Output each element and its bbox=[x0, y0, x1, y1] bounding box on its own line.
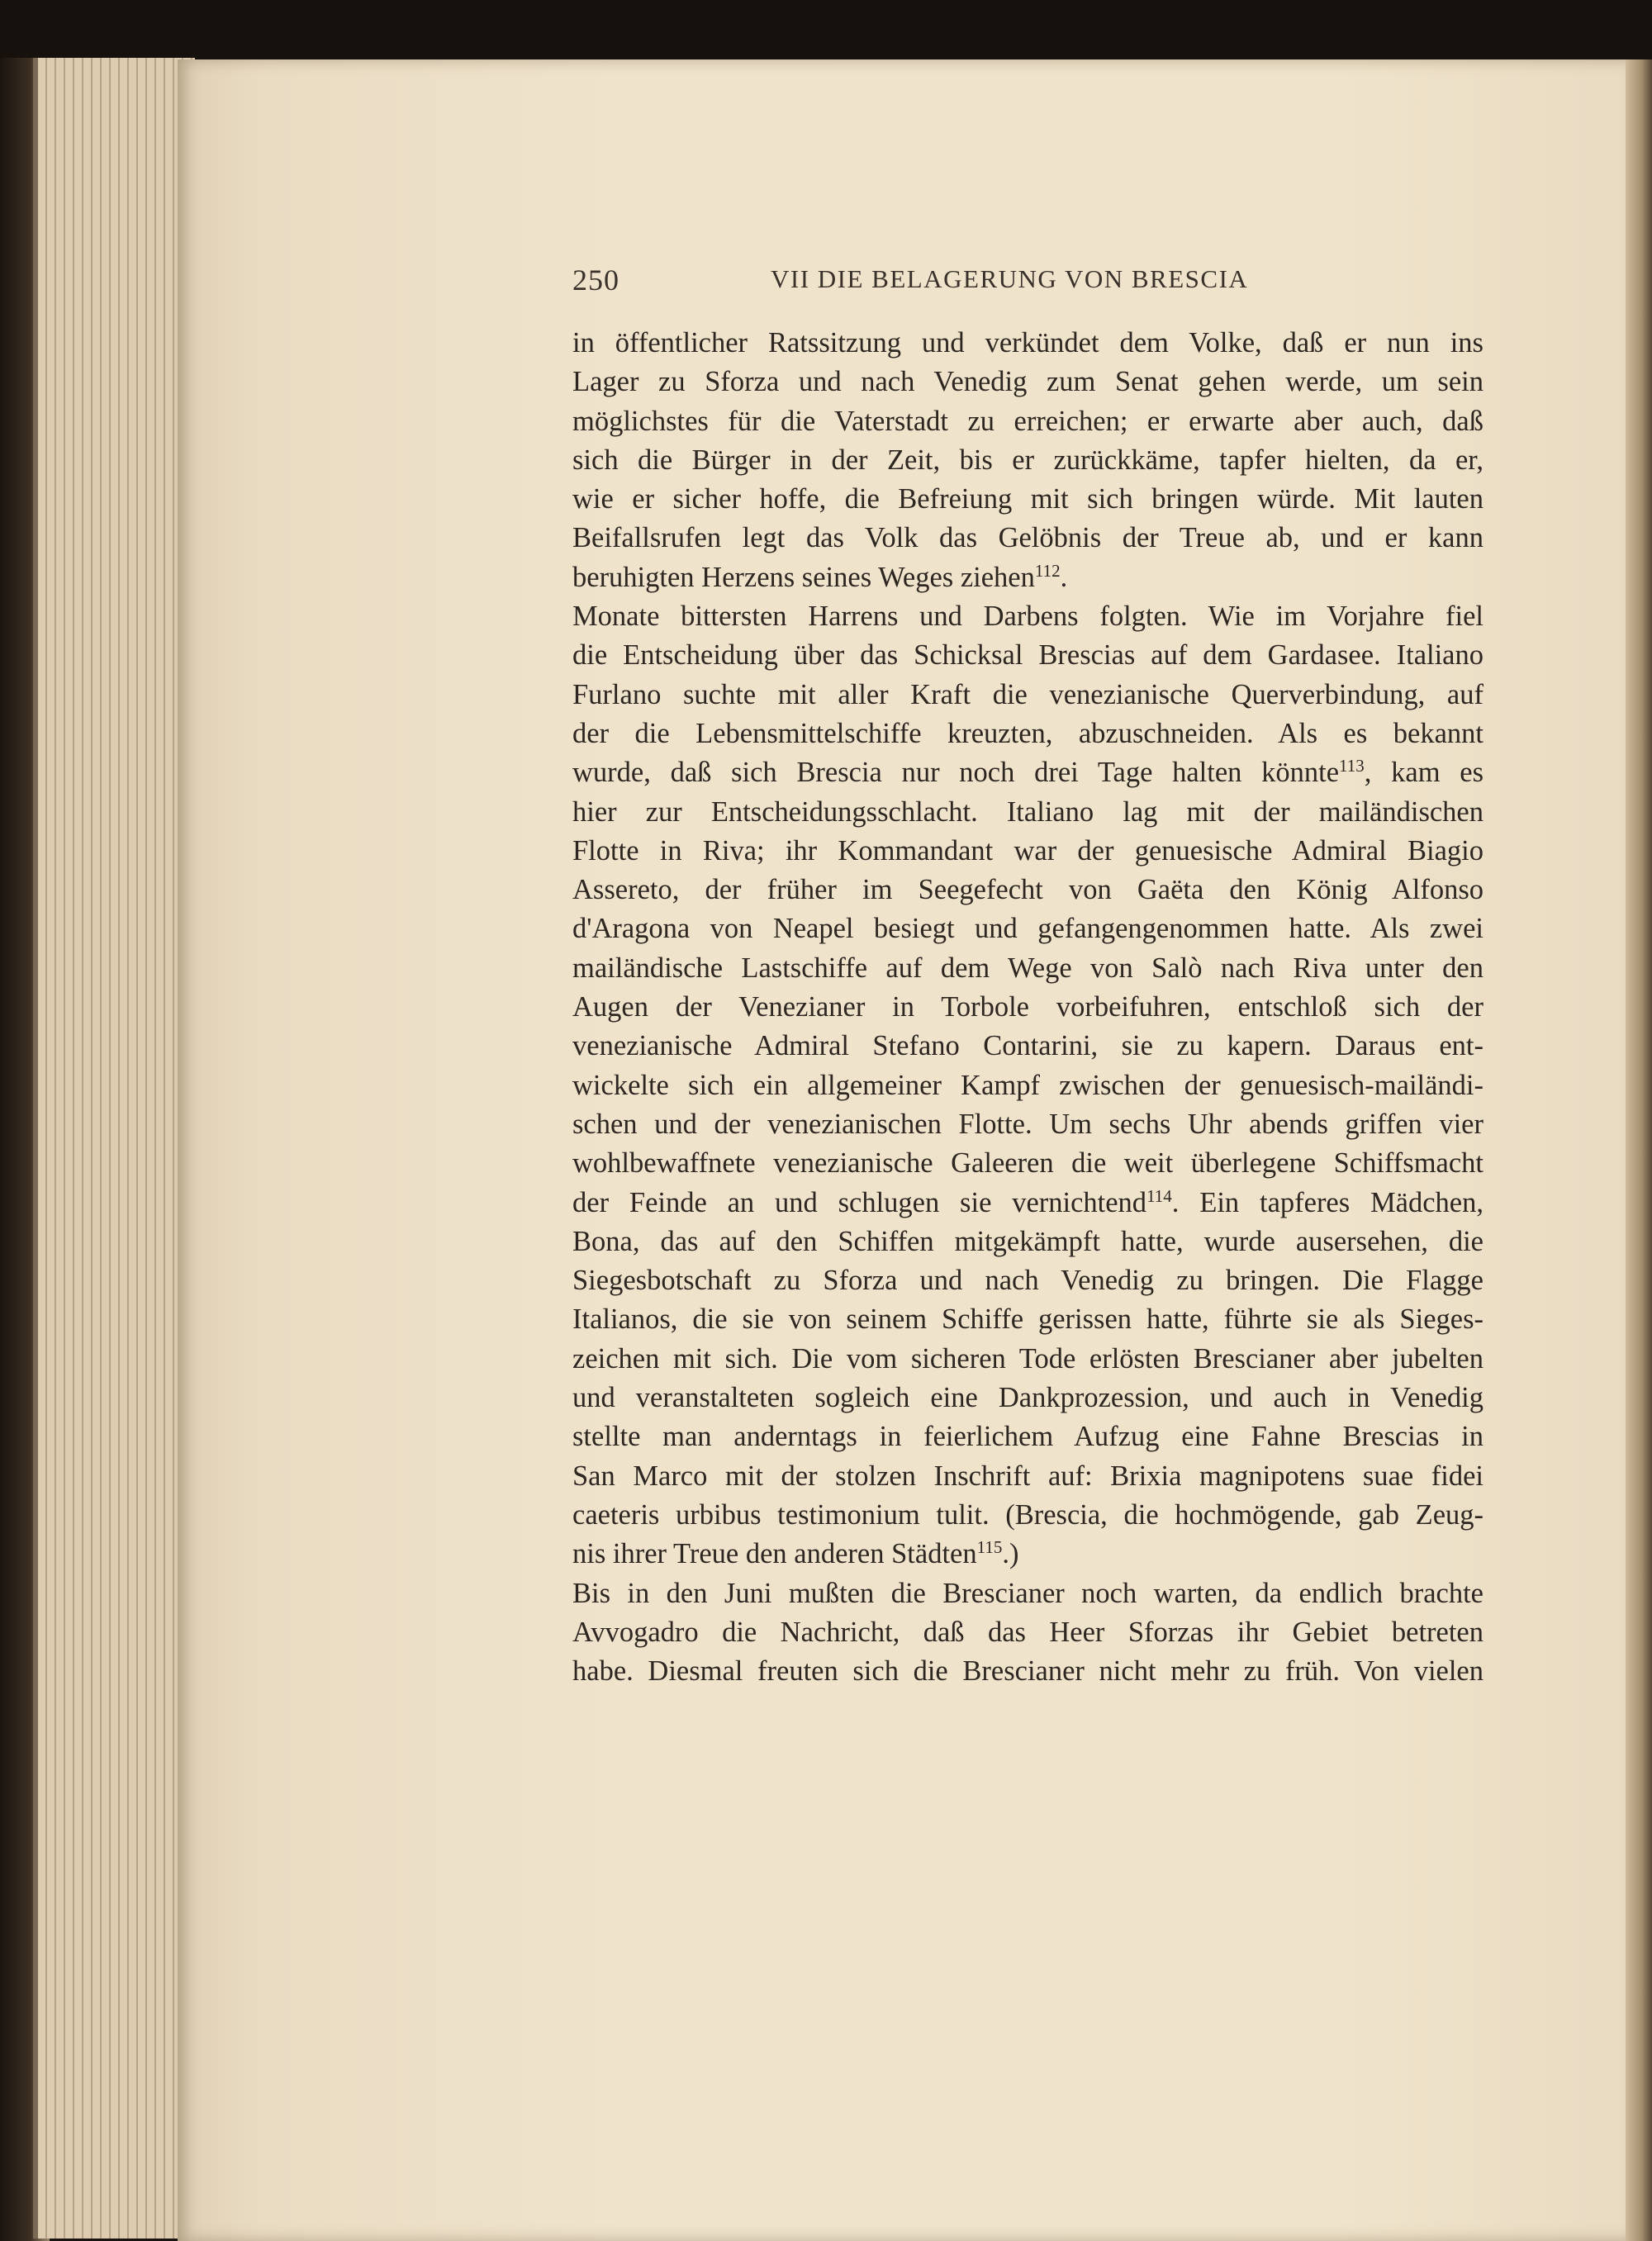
text-line bbox=[572, 1652, 1483, 1691]
text-line bbox=[572, 519, 1483, 558]
text-line bbox=[572, 1105, 1483, 1144]
line-text-continued: . bbox=[1060, 561, 1068, 593]
text-line bbox=[572, 1574, 1483, 1613]
text-line bbox=[572, 597, 1483, 636]
line-text: San Marco mit der stolzen Inschrift auf: Brixia magnipotens suae fidei bbox=[572, 1460, 1483, 1492]
text-line bbox=[572, 1535, 1483, 1574]
line-text: mailändische Lastschiffe auf dem Wege von Salò nach Riva unter den bbox=[572, 952, 1483, 984]
line-text: Monate bittersten Harrens und Darbens folgten. Wie im Vorjahre fiel bbox=[572, 601, 1483, 633]
text-line bbox=[572, 988, 1483, 1027]
body-text bbox=[572, 324, 1483, 1691]
line-text: Flotte in Riva; ihr Kommandant war der genuesische Admiral Biagio bbox=[572, 834, 1483, 866]
footnote-marker: 112 bbox=[1034, 560, 1061, 581]
page-right-edge bbox=[1626, 59, 1652, 2241]
running-head: VII DIE BELAGERUNG VON BRESCIA bbox=[771, 264, 1249, 293]
text-line bbox=[572, 832, 1483, 871]
text-line bbox=[572, 909, 1483, 948]
line-text: Furlano suchte mit aller Kraft die venezianische Querverbindung, auf bbox=[572, 678, 1483, 710]
page-edges bbox=[33, 58, 195, 2239]
text-line bbox=[572, 715, 1483, 753]
line-text: hier zur Entscheidungsschlacht. Italiano lag mit der mailändischen bbox=[572, 795, 1483, 828]
text-line bbox=[572, 1457, 1483, 1496]
text-line bbox=[572, 1261, 1483, 1300]
line-text: caeteris urbibus testimonium tulit. (Brescia, die hochmögende, gab Zeug- bbox=[572, 1498, 1483, 1531]
line-text: d'Aragona von Neapel besiegt und gefangengenommen hatte. Als zwei bbox=[572, 913, 1483, 945]
page-number: 250 bbox=[572, 264, 620, 297]
scan-background bbox=[0, 0, 1652, 66]
line-text: wohlbewaffnete venezianische Galeeren die weit überlegene Schiffsmacht bbox=[572, 1147, 1483, 1180]
text-line bbox=[572, 1340, 1483, 1379]
line-text: zeichen mit sich. Die vom sicheren Tode erlösten Brescianer aber jubelten bbox=[572, 1342, 1483, 1375]
line-text: Siegesbotschaft zu Sforza und nach Venedig zu bringen. Die Flagge bbox=[572, 1265, 1483, 1297]
line-text: wie er sicher hoffe, die Befreiung mit sich bringen würde. Mit lauten bbox=[572, 483, 1483, 515]
line-text-continued: .) bbox=[1002, 1538, 1019, 1570]
line-text: Italianos, die sie von seinem Schiffe gerissen hatte, führte sie als Sieges- bbox=[572, 1303, 1483, 1336]
text-line bbox=[572, 1496, 1483, 1535]
text-line bbox=[572, 363, 1483, 401]
line-text: die Entscheidung über das Schicksal Brescias auf dem Gardasee. Italiano bbox=[572, 639, 1483, 672]
text-line bbox=[572, 1379, 1483, 1417]
footnote-marker: 114 bbox=[1146, 1185, 1172, 1206]
text-line bbox=[572, 558, 1483, 597]
text-line bbox=[572, 676, 1483, 715]
line-text: beruhigten Herzens seines Weges ziehen bbox=[572, 561, 1035, 593]
line-text: Beifallsrufen legt das Volk das Gelöbnis der Treue ab, und er kann bbox=[572, 522, 1483, 554]
page-header bbox=[572, 263, 1489, 304]
footnote-marker: 113 bbox=[1339, 756, 1365, 776]
line-text-continued: , kam es bbox=[1364, 757, 1484, 789]
line-text: sich die Bürger in der Zeit, bis er zurückkäme, tapfer hielten, da er, bbox=[572, 444, 1483, 476]
footnote-marker: 115 bbox=[976, 1537, 1003, 1558]
text-line bbox=[572, 480, 1483, 519]
text-line bbox=[572, 441, 1483, 480]
line-text: der Feinde an und schlugen sie vernichtend bbox=[572, 1186, 1147, 1218]
text-line bbox=[572, 1417, 1483, 1456]
text-line bbox=[572, 949, 1483, 988]
text-line bbox=[572, 324, 1483, 363]
line-text: Augen der Venezianer in Torbole vorbeifuhren, entschloß sich der bbox=[572, 991, 1483, 1023]
line-text: wickelte sich ein allgemeiner Kampf zwischen der genuesisch-mailändi- bbox=[572, 1069, 1483, 1101]
text-line bbox=[572, 636, 1483, 675]
line-text: Bis in den Juni mußten die Brescianer noch warten, da endlich brachte bbox=[572, 1577, 1483, 1609]
line-text: habe. Diesmal freuten sich die Brescianer nicht mehr zu früh. Von vielen bbox=[572, 1655, 1483, 1688]
line-text: der die Lebensmittelschiffe kreuzten, abzuschneiden. Als es bekannt bbox=[572, 717, 1483, 749]
line-text: Assereto, der früher im Seegefecht von Gaëta den König Alfonso bbox=[572, 874, 1483, 906]
text-line bbox=[572, 793, 1483, 832]
text-line bbox=[572, 402, 1483, 441]
line-text: stellte man anderntags in feierlichem Aufzug eine Fahne Brescias in bbox=[572, 1421, 1483, 1453]
line-text: nis ihrer Treue den anderen Städten bbox=[572, 1538, 977, 1570]
text-line bbox=[572, 1027, 1483, 1066]
text-line bbox=[572, 1300, 1483, 1339]
line-text: venezianische Admiral Stefano Contarini, sie zu kapern. Daraus ent- bbox=[572, 1030, 1483, 1062]
text-line bbox=[572, 1613, 1483, 1652]
text-line bbox=[572, 1184, 1483, 1223]
line-text-continued: . Ein tapferes Mädchen, bbox=[1171, 1186, 1483, 1218]
text-line bbox=[572, 1066, 1483, 1105]
line-text: möglichstes für die Vaterstadt zu erreichen; er erwarte aber auch, daß bbox=[572, 405, 1483, 437]
line-text: schen und der venezianischen Flotte. Um sechs Uhr abends griffen vier bbox=[572, 1108, 1483, 1140]
line-text: Avvogadro die Nachricht, daß das Heer Sforzas ihr Gebiet betreten bbox=[572, 1616, 1483, 1648]
line-text: Bona, das auf den Schiffen mitgekämpft hatte, wurde ausersehen, die bbox=[572, 1225, 1483, 1257]
text-line bbox=[572, 753, 1483, 792]
text-line bbox=[572, 871, 1483, 909]
line-text: in öffentlicher Ratssitzung und verkündet dem Volke, daß er nun ins bbox=[572, 327, 1483, 358]
line-text: Lager zu Sforza und nach Venedig zum Senat gehen werde, um sein bbox=[572, 366, 1483, 398]
line-text: wurde, daß sich Brescia nur noch drei Tage halten könnte bbox=[572, 757, 1340, 789]
text-line bbox=[572, 1144, 1483, 1183]
text-line bbox=[572, 1223, 1483, 1261]
line-text: und veranstalteten sogleich eine Dankprozession, und auch in Venedig bbox=[572, 1382, 1483, 1414]
